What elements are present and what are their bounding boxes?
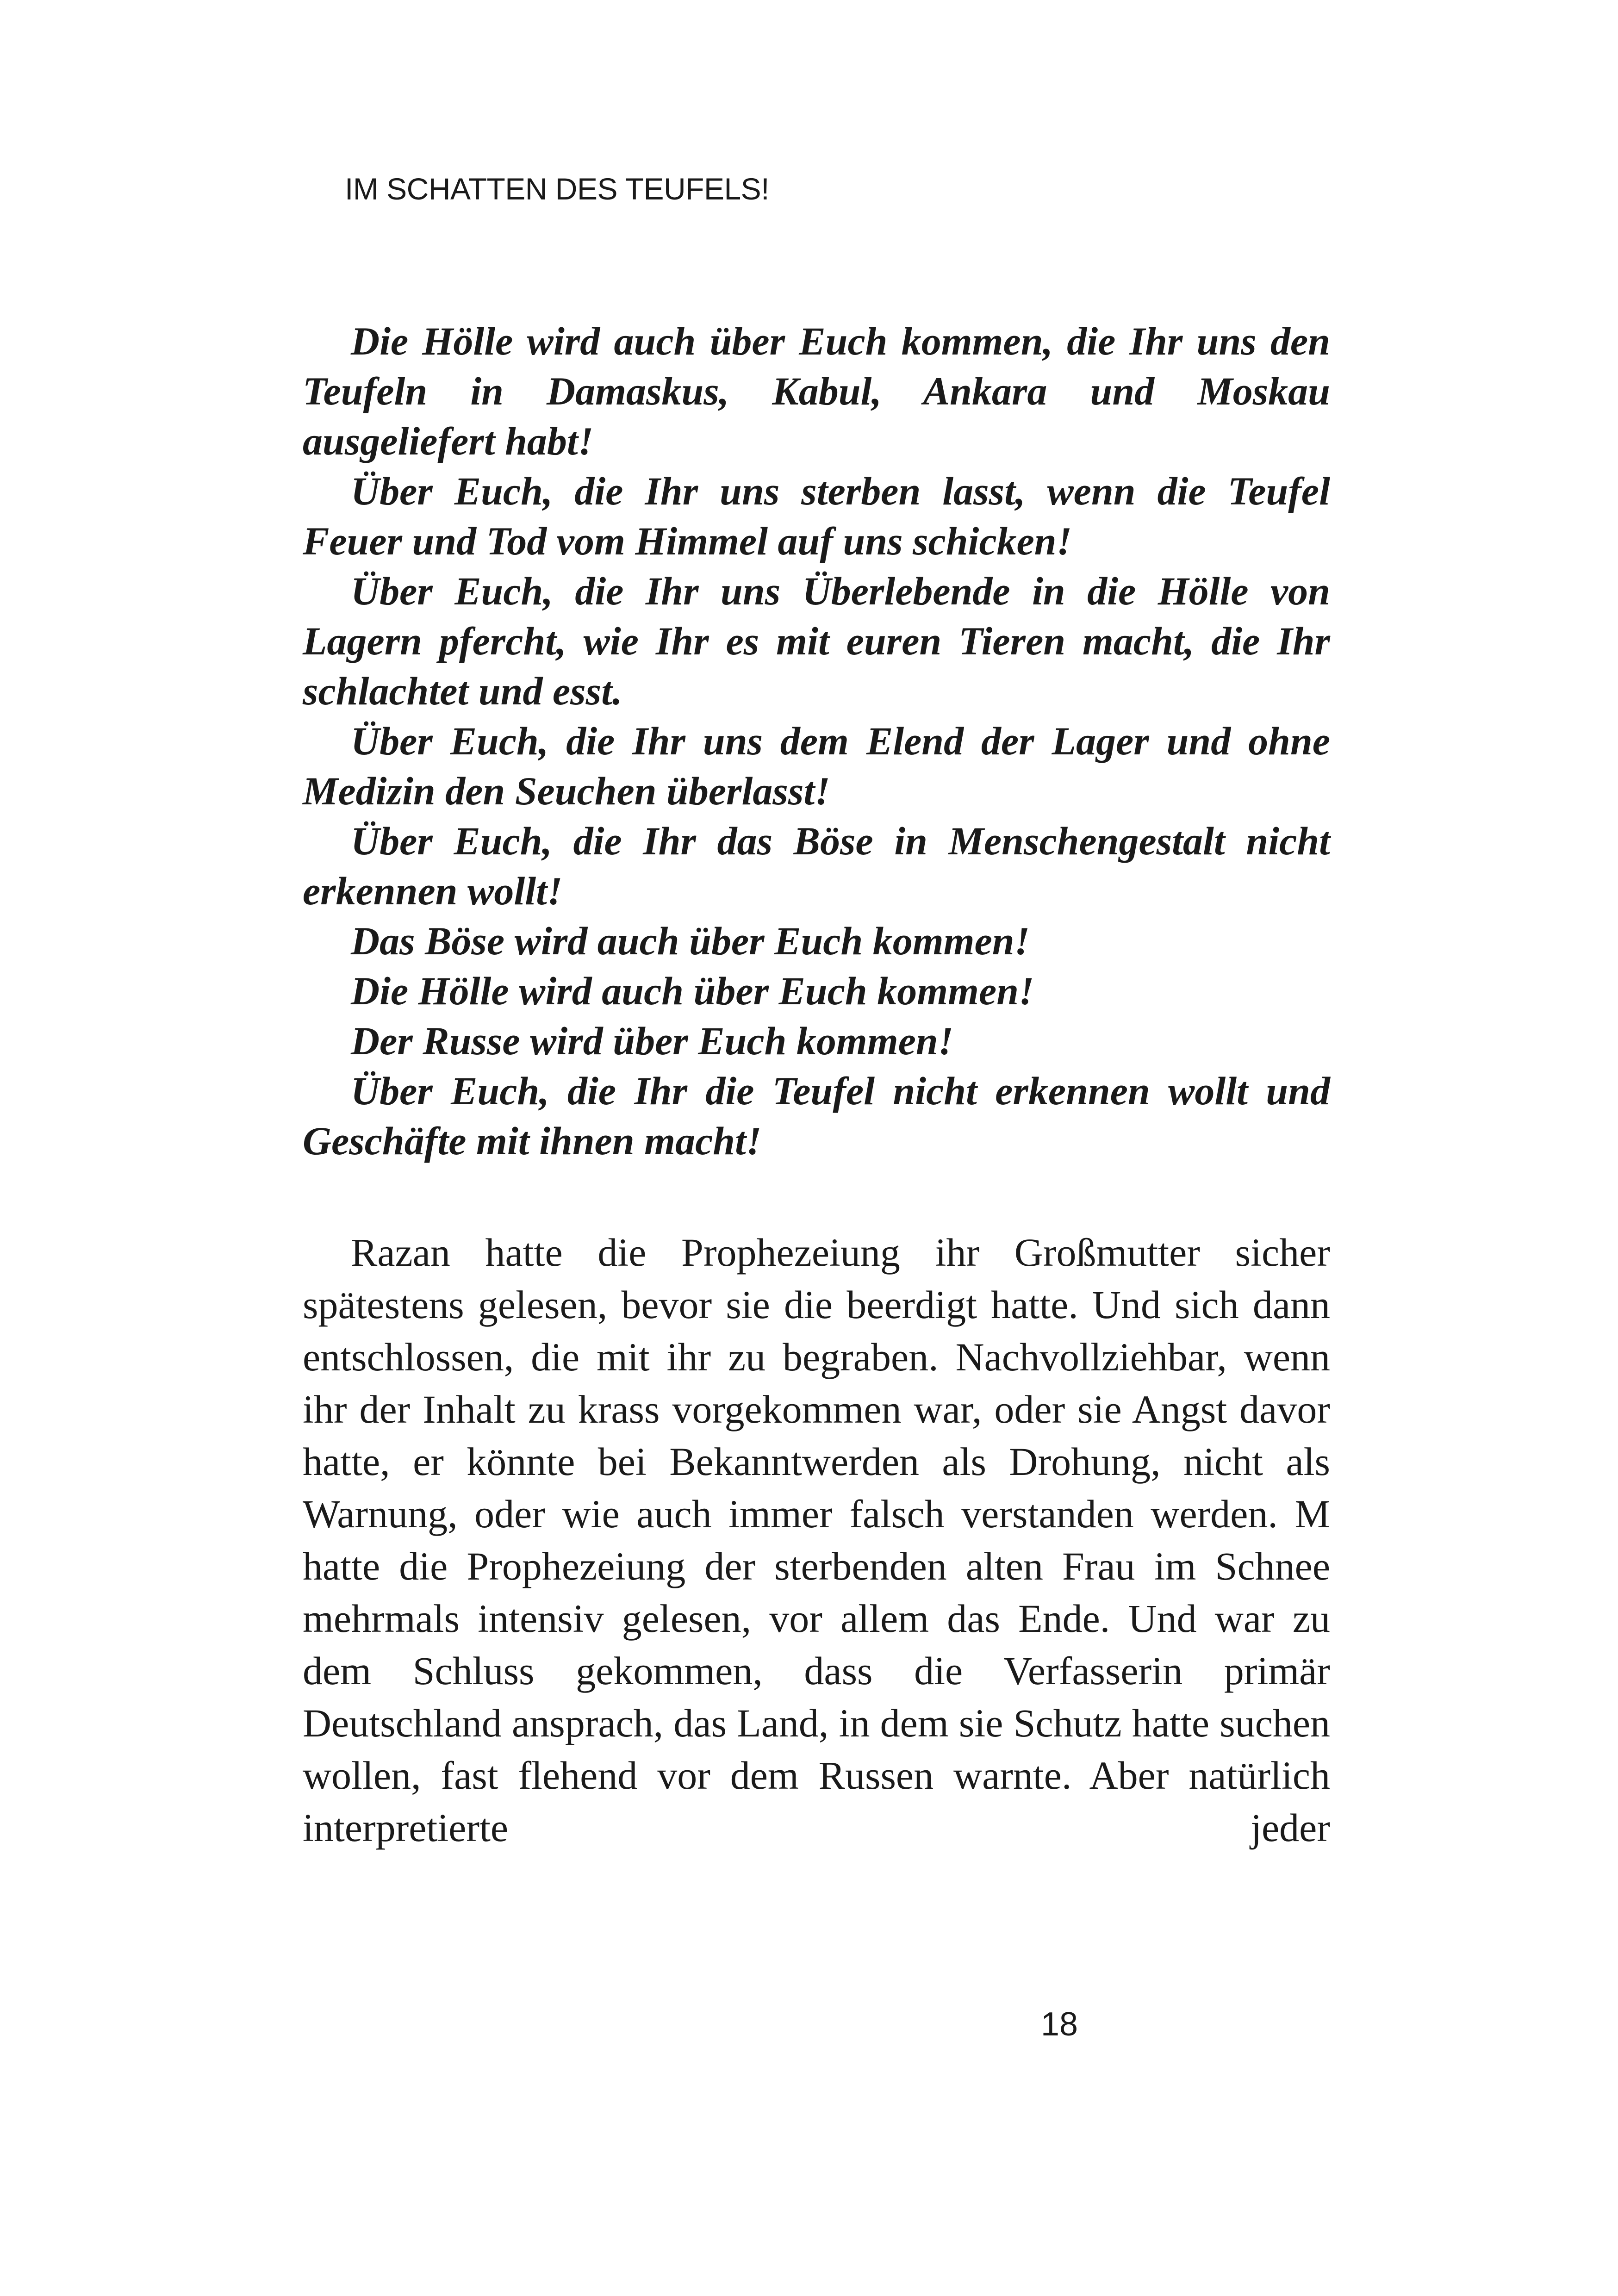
- poem-stanza-8: Der Russe wird über Euch kommen!: [351, 1019, 954, 1063]
- running-header: IM SCHATTEN DES TEUFELS!: [345, 172, 770, 206]
- page-number: 18: [1041, 2006, 1078, 2043]
- poem-stanza-4: Über Euch, die Ihr uns dem Elend der Lager und ohne Medizin den Seuchen überlasst!: [303, 719, 1330, 813]
- poem-stanza-2: Über Euch, die Ihr uns sterben lasst, wenn die Teufel Feuer und Tod vom Himmel auf uns schicken!: [303, 469, 1330, 563]
- poem-stanza-9: Über Euch, die Ihr die Teufel nicht erkennen wollt und Geschäfte mit ihnen macht!: [303, 1069, 1330, 1163]
- body-paragraph: Razan hatte die Prophezeiung ihr Großmutter sicher spätestens gelesen, bevor sie die beerdigt hatte. Und sich dann entschlossen, die mit ihr zu begraben. Nachvollziehbar, wenn ihr der Inhalt zu krass vorgekommen war, oder sie Angst davor hatte, er könnte bei Bekanntwerden als Drohung, nicht als Warnung, oder wie auch immer falsch verstanden werden. M hatte die Prophezeiung der sterbenden alten Frau im Schnee mehrmals intensiv gelesen, vor allem das Ende. Und war zu dem Schluss gekommen, dass die Verfasserin primär Deutschland ansprach, das Land, in dem sie Schutz hatte suchen wollen, fast flehend vor dem Russen warnte. Aber natürlich interpretierte jeder: [303, 1230, 1330, 1850]
- poem-stanza-5: Über Euch, die Ihr das Böse in Menschengestalt nicht erkennen wollt!: [303, 819, 1330, 913]
- poem-stanza-7: Die Hölle wird auch über Euch kommen!: [351, 969, 1034, 1013]
- poem-stanza-1: Die Hölle wird auch über Euch kommen, die Ihr uns den Teufeln in Damaskus, Kabul, Ankara und Moskau ausgeliefert habt!: [303, 319, 1330, 463]
- poem-stanza-3: Über Euch, die Ihr uns Überlebende in die Hölle von Lagern pfercht, wie Ihr es mit euren Tieren macht, die Ihr schlachtet und esst.: [303, 569, 1330, 713]
- poem-block: [303, 316, 1330, 1166]
- poem-stanza-6: Das Böse wird auch über Euch kommen!: [351, 919, 1030, 963]
